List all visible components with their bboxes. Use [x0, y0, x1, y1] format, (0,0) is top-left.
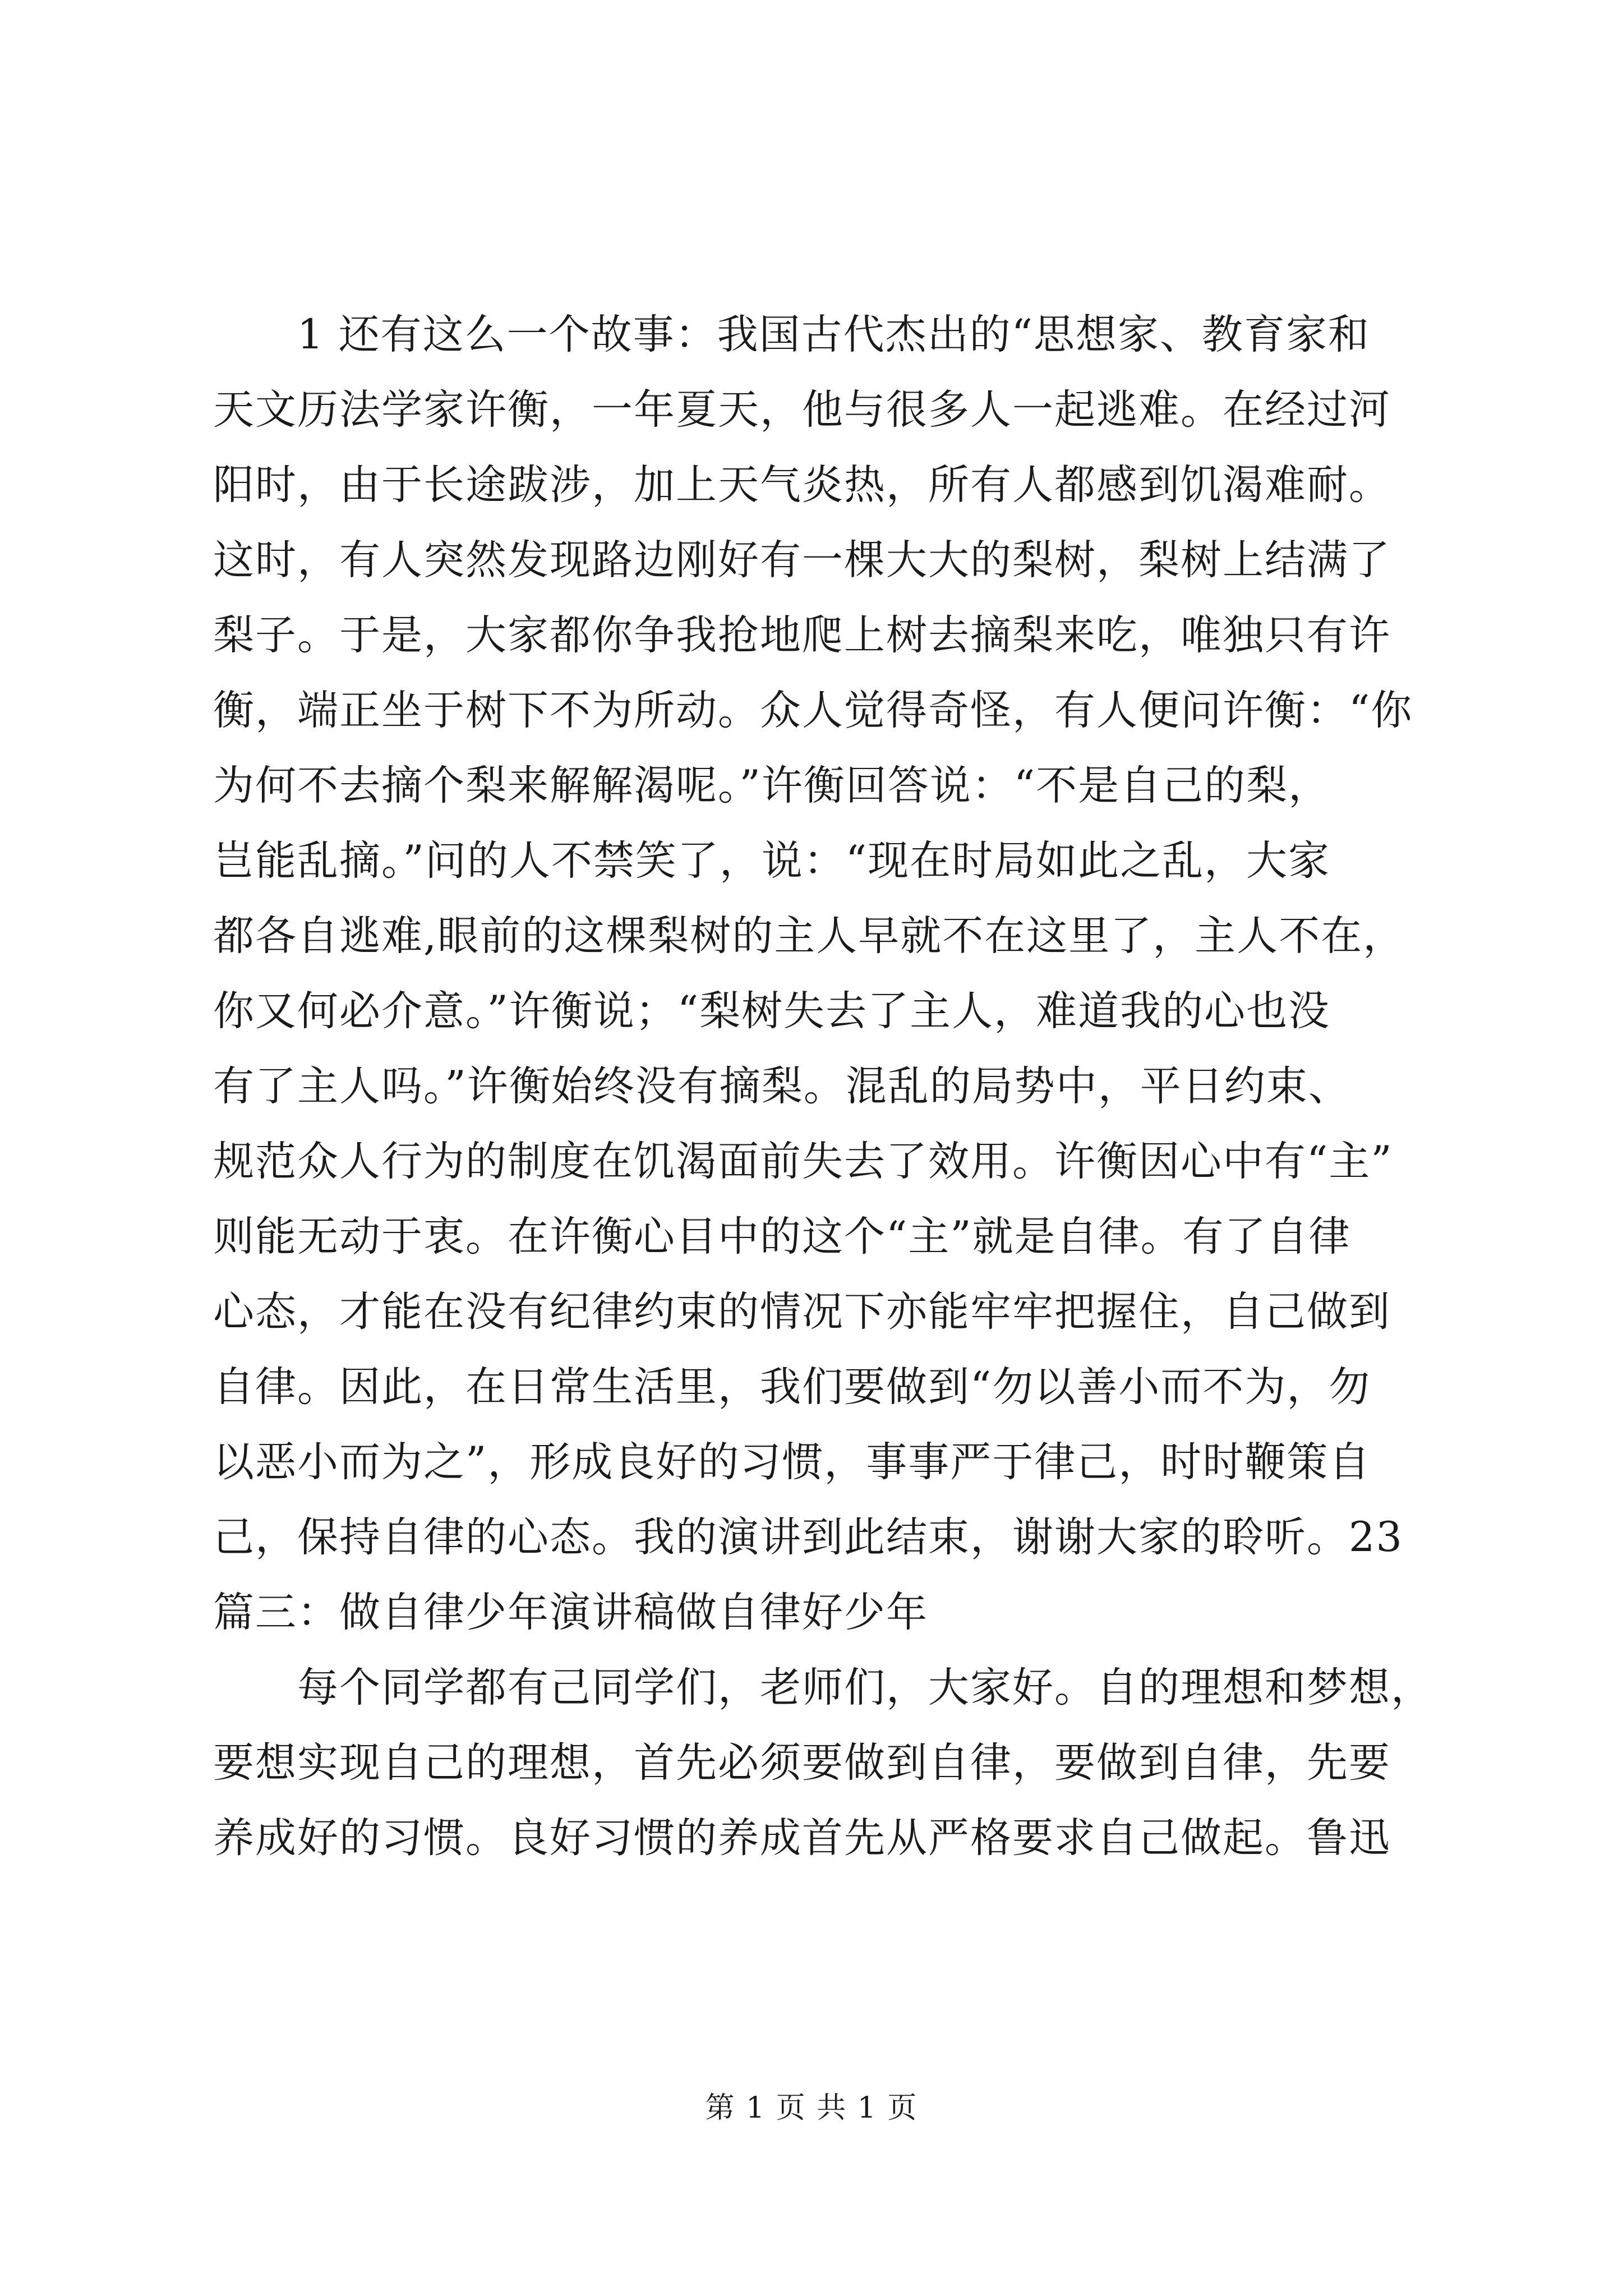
- text-line: 都各自逃难,眼前的这棵梨树的主人早就不在这里了，主人不在，: [213, 912, 1405, 960]
- section-heading: 篇三：做自律少年演讲稿做自律好少年: [213, 1589, 928, 1636]
- text-line: 每个同学都有己同学们，老师们，大家好。自的理想和梦想，: [297, 1664, 1433, 1711]
- text-line: 你又何必介意。”许衡说；“梨树失去了主人，难道我的心也没: [213, 987, 1331, 1035]
- text-line: 要想实现自己的理想，首先必须要做到自律，要做到自律，先要: [213, 1739, 1391, 1787]
- text-line: 1 还有这么一个故事：我国古代杰出的“思想家、教育家和: [297, 311, 1370, 358]
- text-line: 自律。因此，在日常生活里，我们要做到“勿以善小而不为，勿: [213, 1363, 1371, 1411]
- text-line: 规范众人行为的制度在饥渴面前失去了效用。许衡因心中有“主”: [213, 1138, 1393, 1185]
- text-line: 以恶小而为之”，形成良好的习惯，事事严于律己，时时鞭策自: [213, 1438, 1371, 1486]
- page-number-footer: 第 1 页 共 1 页: [705, 2091, 918, 2125]
- text-line: 养成好的习惯。良好习惯的养成首先从严格要求自己做起。鲁迅: [213, 1814, 1391, 1862]
- text-line: 岂能乱摘。”问的人不禁笑了，说：“现在时局如此之乱，大家: [213, 837, 1331, 885]
- text-line: 天文历法学家许衡，一年夏天，他与很多人一起逃难。在经过河: [213, 386, 1391, 434]
- text-line: 有了主人吗。”许衡始终没有摘梨。混乱的局势中，平日约束、: [213, 1062, 1350, 1110]
- text-line: 这时，有人突然发现路边刚好有一棵大大的梨树，梨树上结满了: [213, 536, 1391, 584]
- text-line: 己，保持自律的心态。我的演讲到此结束，谢谢大家的聆听。23: [213, 1513, 1403, 1561]
- text-line: 阳时，由于长途跋涉，加上天气炎热，所有人都感到饥渴难耐。: [213, 461, 1391, 509]
- text-line: 梨子。于是，大家都你争我抢地爬上树去摘梨来吃，唯独只有许: [213, 611, 1391, 659]
- text-line: 为何不去摘个梨来解解渴呢。”许衡回答说：“不是自己的梨，: [213, 762, 1331, 809]
- text-line: 衡，端正坐于树下不为所动。众人觉得奇怪，有人便问许衡：“你: [213, 687, 1413, 734]
- document-body: [213, 297, 1433, 1876]
- text-line: 心态，才能在没有纪律约束的情况下亦能牢牢把握住，自己做到: [213, 1288, 1391, 1336]
- text-line: 则能无动于衷。在许衡心目中的这个“主”就是自律。有了自律: [213, 1213, 1351, 1260]
